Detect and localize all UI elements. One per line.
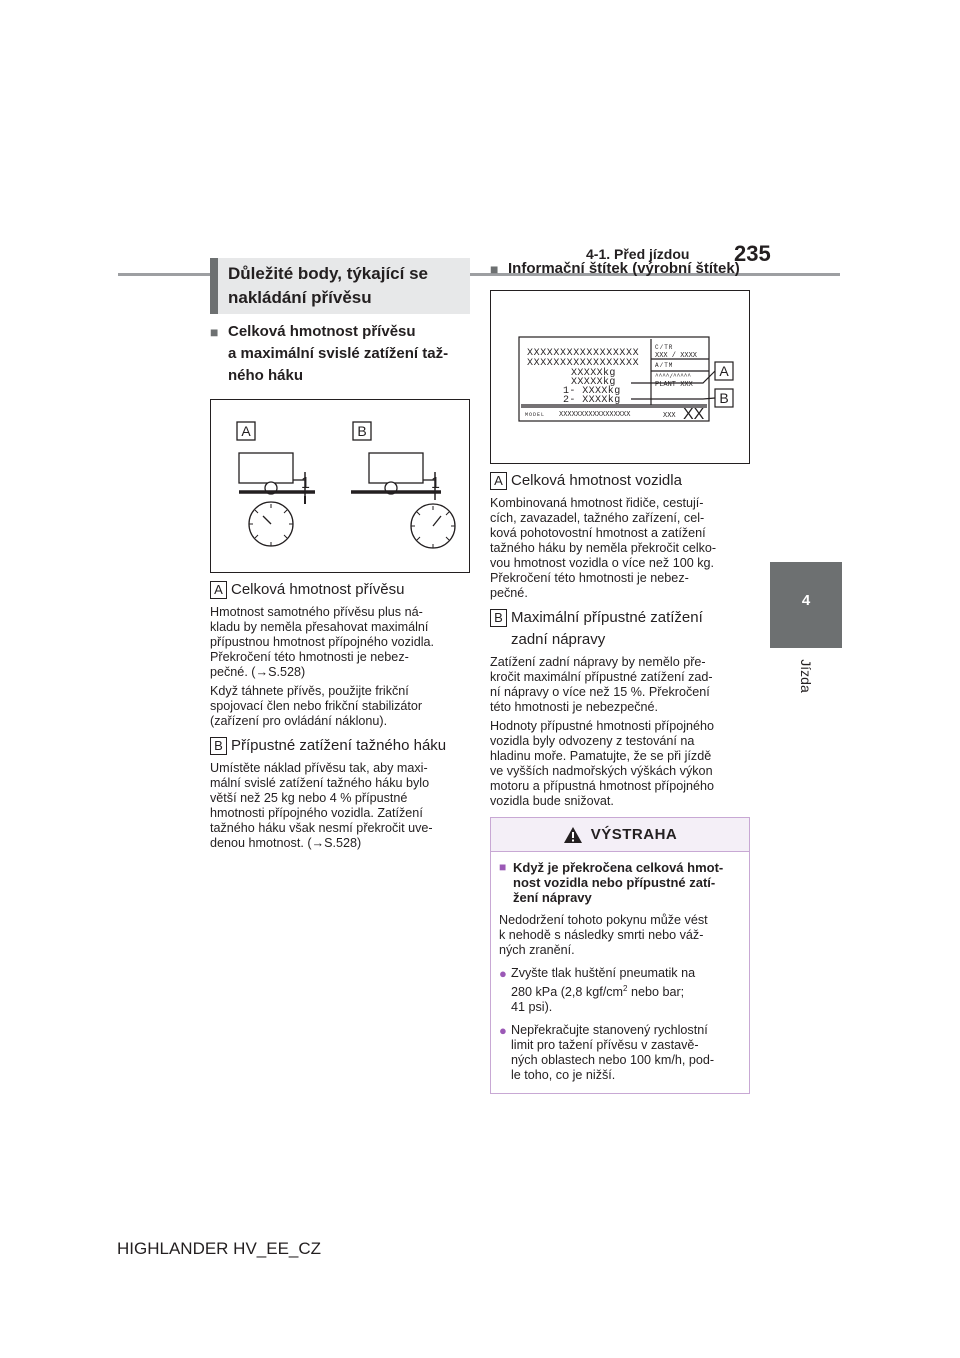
- svg-text:2- XXXXkg: 2- XXXXkg: [563, 395, 621, 406]
- round-bullet-icon: ●: [499, 966, 507, 981]
- warning-bullet-2: ● Nepřekračujte stanovený rychlostní limit pro tažení přívěsu v zastavě- ných oblastech nebo 100 km/h, pod- le toho, co je nižší.: [499, 1023, 715, 1083]
- svg-text:XXXXXXXXXXXXXXXXX: XXXXXXXXXXXXXXXXX: [527, 358, 640, 369]
- page-reference-link[interactable]: denou hmotnost. (→S.528): [210, 836, 362, 850]
- svg-text:PLANT XXX: PLANT XXX: [655, 381, 693, 389]
- item-a-paragraph-2: Když táhnete přívěs, použijte frikční spojovací člen nebo frikční stabilizátor (zařízení pro ovládání náklonu).: [210, 684, 423, 728]
- callout-b: B: [719, 390, 729, 406]
- trailer-scale-illustration: [211, 400, 469, 572]
- round-bullet-icon: ●: [499, 1023, 507, 1039]
- item-b-heading: B Přípustné zatížení tažného háku: [210, 735, 470, 757]
- heading-line-1: Důležité body, týkající se: [228, 264, 428, 283]
- square-bullet-icon: ■: [499, 860, 507, 874]
- sub-heading-trailer-weight: ■ Celková hmotnost přívěsu a maximální svislé zatížení taž- ného háku: [210, 321, 470, 387]
- warning-box: [490, 817, 750, 1094]
- plate-item-b-paragraph-2: Hodnoty přípustné hmotnosti přípojného vozidla byly odvozeny z testování na hladinu moře. Pamatujte, že se při jízdě ve vyšších nadmořských výškách výkon motoru a přípustná hmotnost přípojného vozidla bude snižovat.: [490, 719, 715, 808]
- page-number: 235: [734, 241, 771, 266]
- section-heading-box: [210, 258, 470, 314]
- warning-body: [491, 852, 749, 1083]
- plate-xx-large: XX: [683, 406, 705, 423]
- chapter-label: [782, 646, 830, 706]
- sub-heading-info-plate: ■ Informační štítek (výrobní štítek): [490, 258, 750, 280]
- item-b-paragraph: Umístěte náklad přívěsu tak, aby maxi- mální svislé zatížení tažného háku bylo větší než 25 kg nebo 4 % přípustné hmotnosti přípojného vozidla. Zatížení tažného háku však nesmí překročit uve- denou hmotnost. (→S.528): [210, 761, 470, 851]
- chapter-label-text: Jízda: [798, 659, 814, 693]
- warning-triangle-icon: [563, 826, 583, 844]
- svg-text:C/TR: C/TR: [655, 344, 674, 351]
- badge-b: B: [490, 609, 507, 627]
- warning-heading: ■ Když je překročena celková hmot- nost vozidla nebo přípustné zatí- žení nápravy: [499, 860, 724, 905]
- svg-text:MODEL: MODEL: [525, 412, 546, 418]
- item-a-heading: A Celková hmotnost přívěsu: [210, 579, 470, 601]
- figure-label-b: B: [357, 423, 367, 439]
- plate-item-b-paragraph-1: Zatížení zadní nápravy by nemělo pře- kročit maximální přípustné zatížení zad- ní nápravy o více než 15 %. Překročení této hmotnosti je nebezpečné.: [490, 655, 713, 714]
- svg-text:XXX / XXXX: XXX / XXXX: [655, 352, 698, 360]
- section-title: 4-1. Před jízdou: [586, 246, 690, 262]
- badge-b: B: [210, 737, 227, 755]
- page-reference-link[interactable]: pečné. (→S.528): [210, 665, 306, 679]
- left-column: [210, 258, 470, 851]
- footer-model: HIGHLANDER HV_EE_CZ: [117, 1239, 322, 1258]
- svg-text:XXXXXkg: XXXXXkg: [571, 368, 616, 379]
- figure-marker-b: 1: [431, 475, 440, 492]
- svg-text:1- XXXXkg: 1- XXXXkg: [563, 386, 621, 397]
- chapter-tab[interactable]: [770, 562, 842, 648]
- square-bullet-icon: ■: [490, 261, 499, 277]
- chapter-number: 4: [801, 592, 811, 609]
- svg-text:XXXXXkg: XXXXXkg: [571, 377, 616, 388]
- figure-marker-a: 1: [301, 475, 310, 492]
- svg-text:^^^^/^^^^^: ^^^^/^^^^^: [655, 373, 692, 380]
- warning-header: [491, 818, 749, 852]
- warning-paragraph: Nedodržení tohoto pokynu může vést k nehodě s následky smrti nebo váž- ných zranění.: [499, 913, 708, 957]
- svg-text:A/TM: A/TM: [655, 362, 674, 369]
- trailer-weight-figure: [210, 399, 470, 573]
- plate-item-a-paragraph: Kombinovaná hmotnost řidiče, cestují- cích, zavazadel, tažného zařízení, cel- ková pohotovostní hmotnost a zatížení tažného háku by neměla překročit celko- vou hmotnost vozidla o více než 100 kg. Překročení této hmotnosti je nebez- pečné.: [490, 496, 717, 600]
- badge-a: A: [490, 472, 507, 490]
- warning-bullet-1: ● Zvyšte tlak huštění pneumatik na 280 kPa (2,8 kgf/$cm^2$ nebo bar; 41 psi).: [499, 966, 696, 1015]
- trailer-b-icon: [369, 453, 423, 483]
- callout-a: A: [719, 363, 729, 379]
- warning-title: VÝSTRAHA: [590, 826, 678, 843]
- svg-text:XXX: XXX: [663, 412, 676, 420]
- svg-text:XXXXXXXXXXXXXXXXX: XXXXXXXXXXXXXXXXX: [559, 411, 631, 419]
- plate-item-a-heading: A Celková hmotnost vozidla: [490, 470, 750, 492]
- right-column: [490, 258, 750, 1094]
- svg-text:XXXXXXXXXXXXXXXXX: XXXXXXXXXXXXXXXXX: [527, 348, 640, 359]
- heading-line-2: nakládání přívěsu: [228, 288, 372, 307]
- plate-item-b-heading: B Maximální přípustné zatížení zadní nápravy: [490, 607, 750, 651]
- square-bullet-icon: ■: [210, 324, 219, 340]
- info-plate-illustration: [491, 291, 749, 463]
- figure-label-a: A: [241, 423, 251, 439]
- item-a-paragraph-1: Hmotnost samotného přívěsu plus ná- kladu by neměla přesahovat maximální přípustnou hmotnost přípojného vozidla. Překročení této hmotnosti je nebez- pečné. (→S.528): [210, 605, 470, 680]
- trailer-a-icon: [239, 453, 293, 483]
- badge-a: A: [210, 581, 227, 599]
- info-plate-figure: [490, 290, 750, 464]
